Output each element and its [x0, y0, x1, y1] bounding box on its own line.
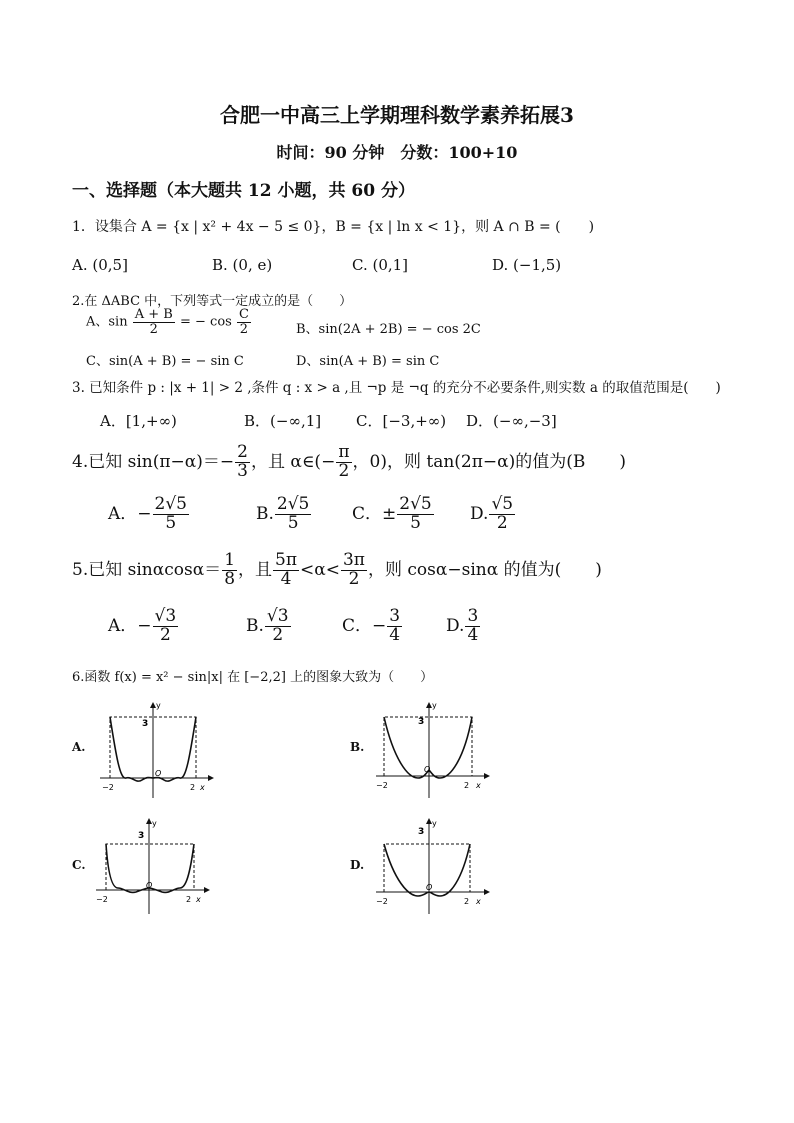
svg-text:2: 2	[190, 783, 196, 792]
svg-text:O: O	[426, 883, 433, 892]
q4-option-c: C．± $\frac{2√5}{5}$	[352, 494, 432, 533]
q6-graph-a	[96, 700, 216, 800]
exam-info: 时间：90 分钟 分数：100+10	[276, 143, 518, 162]
q2-option-a	[86, 308, 252, 336]
q6-graph-d	[372, 816, 492, 916]
q1-option-d: D. (−1,5)	[492, 256, 562, 274]
q6-graph-c	[92, 816, 212, 916]
q3-stem: 3. 已知条件 p : |x + 1| > 2 ,条件 q : x > a ,且 ¬p 是 ¬q 的充分不必要条件,则实数 a 的取值范围是( )	[72, 380, 721, 396]
svg-text:3: 3	[142, 719, 149, 729]
q6-label-d: D.	[350, 858, 365, 872]
q6-label-a: A.	[72, 740, 86, 754]
q5-option-b: B. $\frac{√3}{2}$	[246, 606, 289, 645]
q5-option-d: D. $\frac{3}{4}$	[446, 606, 479, 645]
section-heading: 一、选择题（本大题共 12 小题，共 60 分）	[72, 181, 415, 201]
q3-option-a: A．[1,+∞)	[100, 412, 177, 430]
q5-stem: 5.已知 sinαcosα＝ $\frac{1}{8}$ ，且 $\frac{5\pi}{4}$ <α< $\frac{3\pi}{2}$ ，则 cosα−sinα 的值为( )	[72, 550, 602, 589]
q4-fraction-2-3: $\frac{2}{3}$	[237, 442, 248, 481]
svg-text:O: O	[146, 881, 153, 890]
svg-text:y: y	[152, 819, 157, 828]
q2-a-fraction-1: $\frac{A + B}{2}$	[134, 307, 173, 337]
q1-option-b: B. (0, e)	[212, 256, 273, 274]
q1-option-a: A. (0,5]	[72, 256, 128, 274]
q2-a-prefix: A、sin	[86, 314, 128, 330]
q2-a-middle: = − cos	[179, 314, 232, 330]
q2-option-d: D、sin(A + B) = sin C	[296, 354, 440, 369]
svg-text:x: x	[476, 897, 481, 906]
svg-text:y: y	[432, 819, 437, 828]
page-title: 合肥一中高三上学期理科数学素养拓展3	[220, 103, 574, 127]
q2-a-fraction-2: $\frac{C}{2}$	[238, 307, 249, 337]
q4-option-d: D. $\frac{√5}{2}$	[470, 494, 514, 533]
q5-option-a: A．− $\frac{√3}{2}$	[108, 606, 177, 645]
q6-label-b: B.	[350, 740, 365, 754]
svg-text:3: 3	[418, 827, 425, 837]
q3-option-b: B．(−∞,1]	[244, 412, 322, 430]
q2-option-c: C、sin(A + B) = − sin C	[86, 354, 244, 369]
q2-stem: 2.在 ΔABC 中，下列等式一定成立的是（ ）	[72, 294, 353, 309]
q5-option-c: C．− $\frac{3}{4}$	[342, 606, 401, 645]
q4-stem: 4.已知 sin(π−α)＝− $\frac{2}{3}$ ，且 α∈(− $\frac{\pi}{2}$ ，0)，则 tan(2π−α)的值为(B )	[72, 442, 627, 481]
svg-text:−2: −2	[376, 897, 388, 906]
svg-text:y: y	[432, 701, 437, 710]
q1-option-c: C. (0,1]	[352, 256, 409, 274]
svg-text:2: 2	[464, 897, 470, 906]
svg-text:x: x	[476, 781, 481, 790]
q6-stem: 6.函数 f(x) = x² − sin|x| 在 [−2,2] 上的图象大致为（ ）	[72, 670, 434, 685]
svg-text:O: O	[424, 765, 431, 774]
svg-text:2: 2	[464, 781, 470, 790]
svg-text:−2: −2	[102, 783, 114, 792]
svg-text:2: 2	[186, 895, 192, 904]
svg-text:x: x	[200, 783, 205, 792]
q6-graph-b	[372, 700, 492, 800]
svg-text:−2: −2	[376, 781, 388, 790]
svg-text:3: 3	[138, 831, 145, 841]
svg-text:O: O	[155, 769, 162, 778]
svg-text:−2: −2	[96, 895, 108, 904]
q2-option-b: B、sin(2A + 2B) = − cos 2C	[296, 322, 481, 337]
q3-option-c: C．[−3,+∞)	[356, 412, 447, 430]
svg-text:3: 3	[418, 717, 425, 727]
q3-option-d: D．(−∞,−3]	[466, 412, 557, 430]
q4-option-b: B. $\frac{2√5}{5}$	[256, 494, 310, 533]
svg-text:y: y	[156, 701, 161, 710]
q4-fraction-pi-2: $\frac{\pi}{2}$	[338, 442, 350, 481]
q4-option-a: A．− $\frac{2√5}{5}$	[108, 494, 187, 533]
q1-stem: 1．设集合 A = {x | x² + 4x − 5 ≤ 0}，B = {x | ln x < 1}，则 A ∩ B = ( )	[72, 219, 595, 235]
q6-label-c: C.	[72, 858, 86, 872]
svg-text:x: x	[196, 895, 201, 904]
